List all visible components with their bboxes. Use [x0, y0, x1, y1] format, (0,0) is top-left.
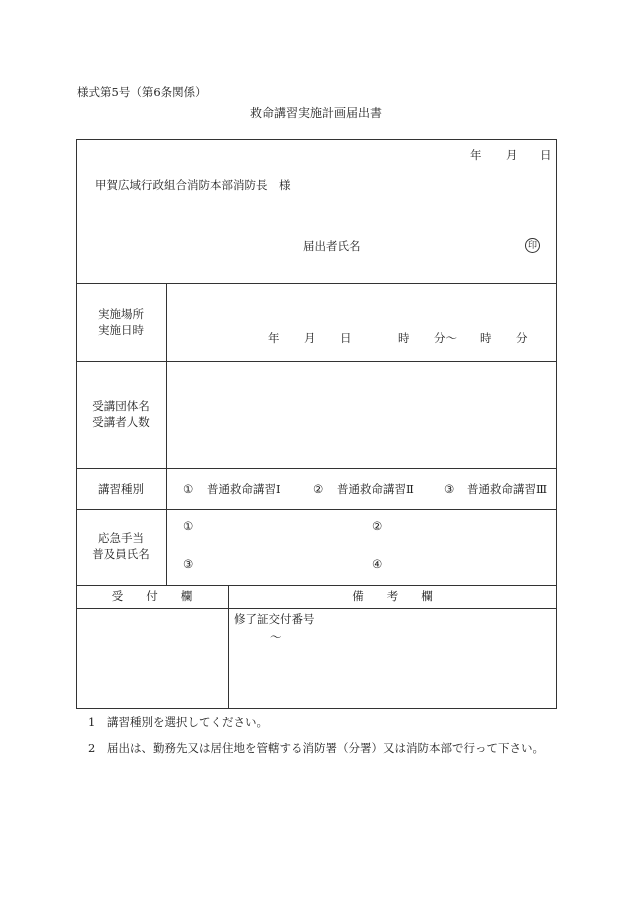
- form-number: 様式第5号（第6条関係）: [77, 85, 207, 99]
- label-column-divider: [166, 284, 167, 585]
- note-2-text: 届出は、勤務先又は居住地を管轄する消防署（分署）又は消防本部で行って下さい。: [107, 741, 544, 755]
- instructor-3-num: ③: [183, 557, 194, 571]
- instructor-2-field[interactable]: [389, 517, 549, 537]
- course-option-1-num[interactable]: ①: [183, 482, 194, 496]
- instructor-name-label: 普及員氏名: [92, 547, 150, 561]
- applicant-name-field[interactable]: [370, 236, 520, 256]
- impl-hour-label: 時: [398, 331, 410, 345]
- row-divider: [76, 585, 557, 586]
- applicant-name-label: 届出者氏名: [303, 239, 361, 253]
- reception-remarks-divider: [228, 585, 229, 709]
- row-divider: [76, 468, 557, 469]
- reception-area: [80, 612, 224, 704]
- course-option-3-name[interactable]: 普通救命講習Ⅲ: [467, 482, 548, 496]
- impl-year-label: 年: [268, 331, 280, 345]
- cert-number-label: 修了証交付番号: [234, 612, 315, 626]
- course-option-2-name[interactable]: 普通救命講習Ⅱ: [337, 482, 414, 496]
- place-datetime-field[interactable]: [172, 290, 550, 320]
- note-1-text: 講習種別を選択してください。: [107, 715, 268, 729]
- applicant-section: [76, 139, 557, 284]
- group-field[interactable]: [172, 368, 550, 462]
- instructor-3-field[interactable]: [200, 555, 360, 575]
- course-option-3-num[interactable]: ③: [444, 482, 455, 496]
- impl-minute-from-label: 分～: [434, 331, 457, 345]
- reception-header: 受 付 欄: [111, 589, 193, 603]
- note-1-num: 1: [88, 715, 96, 729]
- date-day-label: 日: [540, 148, 552, 162]
- note-2-num: 2: [88, 741, 96, 755]
- row-divider: [76, 509, 557, 510]
- course-option-1-name[interactable]: 普通救命講習Ⅰ: [207, 482, 281, 496]
- row-divider: [76, 608, 557, 609]
- instructor-1-field[interactable]: [200, 517, 360, 537]
- impl-minute2-label: 分: [516, 331, 528, 345]
- addressee: 甲賀広域行政組合消防本部消防長 様: [95, 178, 291, 192]
- course-option-2-num[interactable]: ②: [313, 482, 324, 496]
- instructor-2-num: ②: [372, 519, 383, 533]
- cert-number-range: ～: [270, 630, 282, 644]
- date-month-label: 月: [506, 148, 518, 162]
- instructor-4-num: ④: [372, 557, 383, 571]
- form-title: 救命講習実施計画届出書: [250, 106, 383, 120]
- instructor-4-field[interactable]: [389, 555, 549, 575]
- remarks-header: 備 考 欄: [352, 589, 433, 603]
- datetime-label: 実施日時: [98, 323, 144, 337]
- seal-mark-icon: 印: [525, 238, 540, 253]
- group-name-label: 受講団体名: [92, 399, 150, 413]
- impl-month-label: 月: [304, 331, 316, 345]
- impl-day-label: 日: [340, 331, 352, 345]
- first-aid-label: 応急手当: [98, 531, 144, 545]
- place-label: 実施場所: [98, 307, 144, 321]
- row-divider: [76, 361, 557, 362]
- participant-count-label: 受講者人数: [92, 415, 150, 429]
- date-year-label: 年: [470, 148, 482, 162]
- instructor-1-num: ①: [183, 519, 194, 533]
- impl-hour2-label: 時: [480, 331, 492, 345]
- course-type-label: 講習種別: [98, 482, 144, 496]
